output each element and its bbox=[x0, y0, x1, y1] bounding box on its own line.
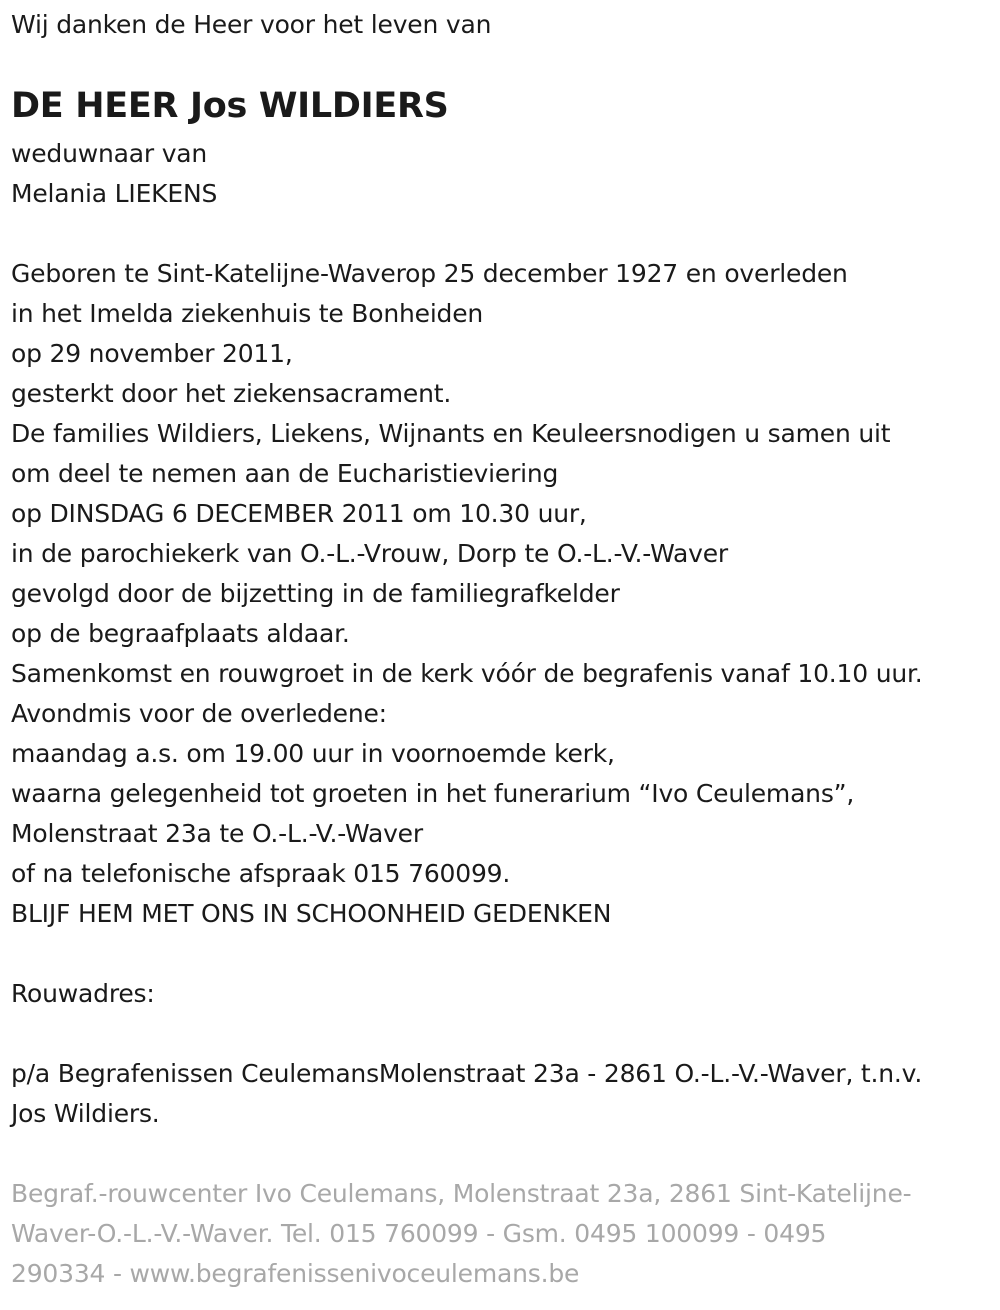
body-line: Geboren te Sint-Katelijne-Waverop 25 december 1927 en overleden bbox=[11, 259, 848, 288]
body-line: in het Imelda ziekenhuis te Bonheiden bbox=[11, 299, 484, 328]
body-line: gevolgd door de bijzetting in de familiegrafkelder bbox=[11, 579, 620, 608]
footer-line: Begraf.-rouwcenter Ivo Ceulemans, Molenstraat 23a, 2861 Sint-Katelijne- bbox=[11, 1179, 912, 1208]
body-line: waarna gelegenheid tot groeten in het funerarium “Ivo Ceulemans”, bbox=[11, 779, 855, 808]
body-line: gesterkt door het ziekensacrament. bbox=[11, 379, 452, 408]
body-line: op 29 november 2011, bbox=[11, 339, 293, 368]
address-line: Jos Wildiers. bbox=[11, 1099, 160, 1128]
spouse-relation: weduwnaar van bbox=[11, 139, 208, 168]
footer-line: Waver-O.-L.-V.-Waver. Tel. 015 760099 - Gsm. 0495 100099 - 0495 bbox=[11, 1219, 827, 1248]
body-line: op de begraafplaats aldaar. bbox=[11, 619, 350, 648]
body-line: of na telefonische afspraak 015 760099. bbox=[11, 859, 511, 888]
body-line: De families Wildiers, Liekens, Wijnants en Keuleersnodigen u samen uit bbox=[11, 419, 891, 448]
address-label: Rouwadres: bbox=[11, 979, 155, 1008]
body-line: BLIJF HEM MET ONS IN SCHOONHEID GEDENKEN bbox=[11, 899, 612, 928]
footer-line: 290334 - www.begrafenissenivoceulemans.be bbox=[11, 1259, 580, 1288]
intro-text: Wij danken de Heer voor het leven van bbox=[11, 10, 492, 39]
funeral-home-footer bbox=[11, 1174, 991, 1294]
body-line: Avondmis voor de overledene: bbox=[11, 699, 387, 728]
body-line: om deel te nemen aan de Eucharistieviering bbox=[11, 459, 559, 488]
body-line: maandag a.s. om 19.00 uur in voornoemde kerk, bbox=[11, 739, 615, 768]
obituary-body bbox=[11, 254, 923, 934]
address-block bbox=[11, 1054, 922, 1134]
body-line: Molenstraat 23a te O.-L.-V.-Waver bbox=[11, 819, 423, 848]
spouse-name: Melania LIEKENS bbox=[11, 179, 218, 208]
body-line: Samenkomst en rouwgroet in de kerk vóór de begrafenis vanaf 10.10 uur. bbox=[11, 659, 923, 688]
spouse-block bbox=[11, 134, 217, 214]
body-line: op DINSDAG 6 DECEMBER 2011 om 10.30 uur, bbox=[11, 499, 587, 528]
deceased-name: DE HEER Jos WILDIERS bbox=[11, 86, 449, 126]
address-line: p/a Begrafenissen CeulemansMolenstraat 23a - 2861 O.-L.-V.-Waver, t.n.v. bbox=[11, 1059, 923, 1088]
body-line: in de parochiekerk van O.-L.-Vrouw, Dorp te O.-L.-V.-Waver bbox=[11, 539, 728, 568]
